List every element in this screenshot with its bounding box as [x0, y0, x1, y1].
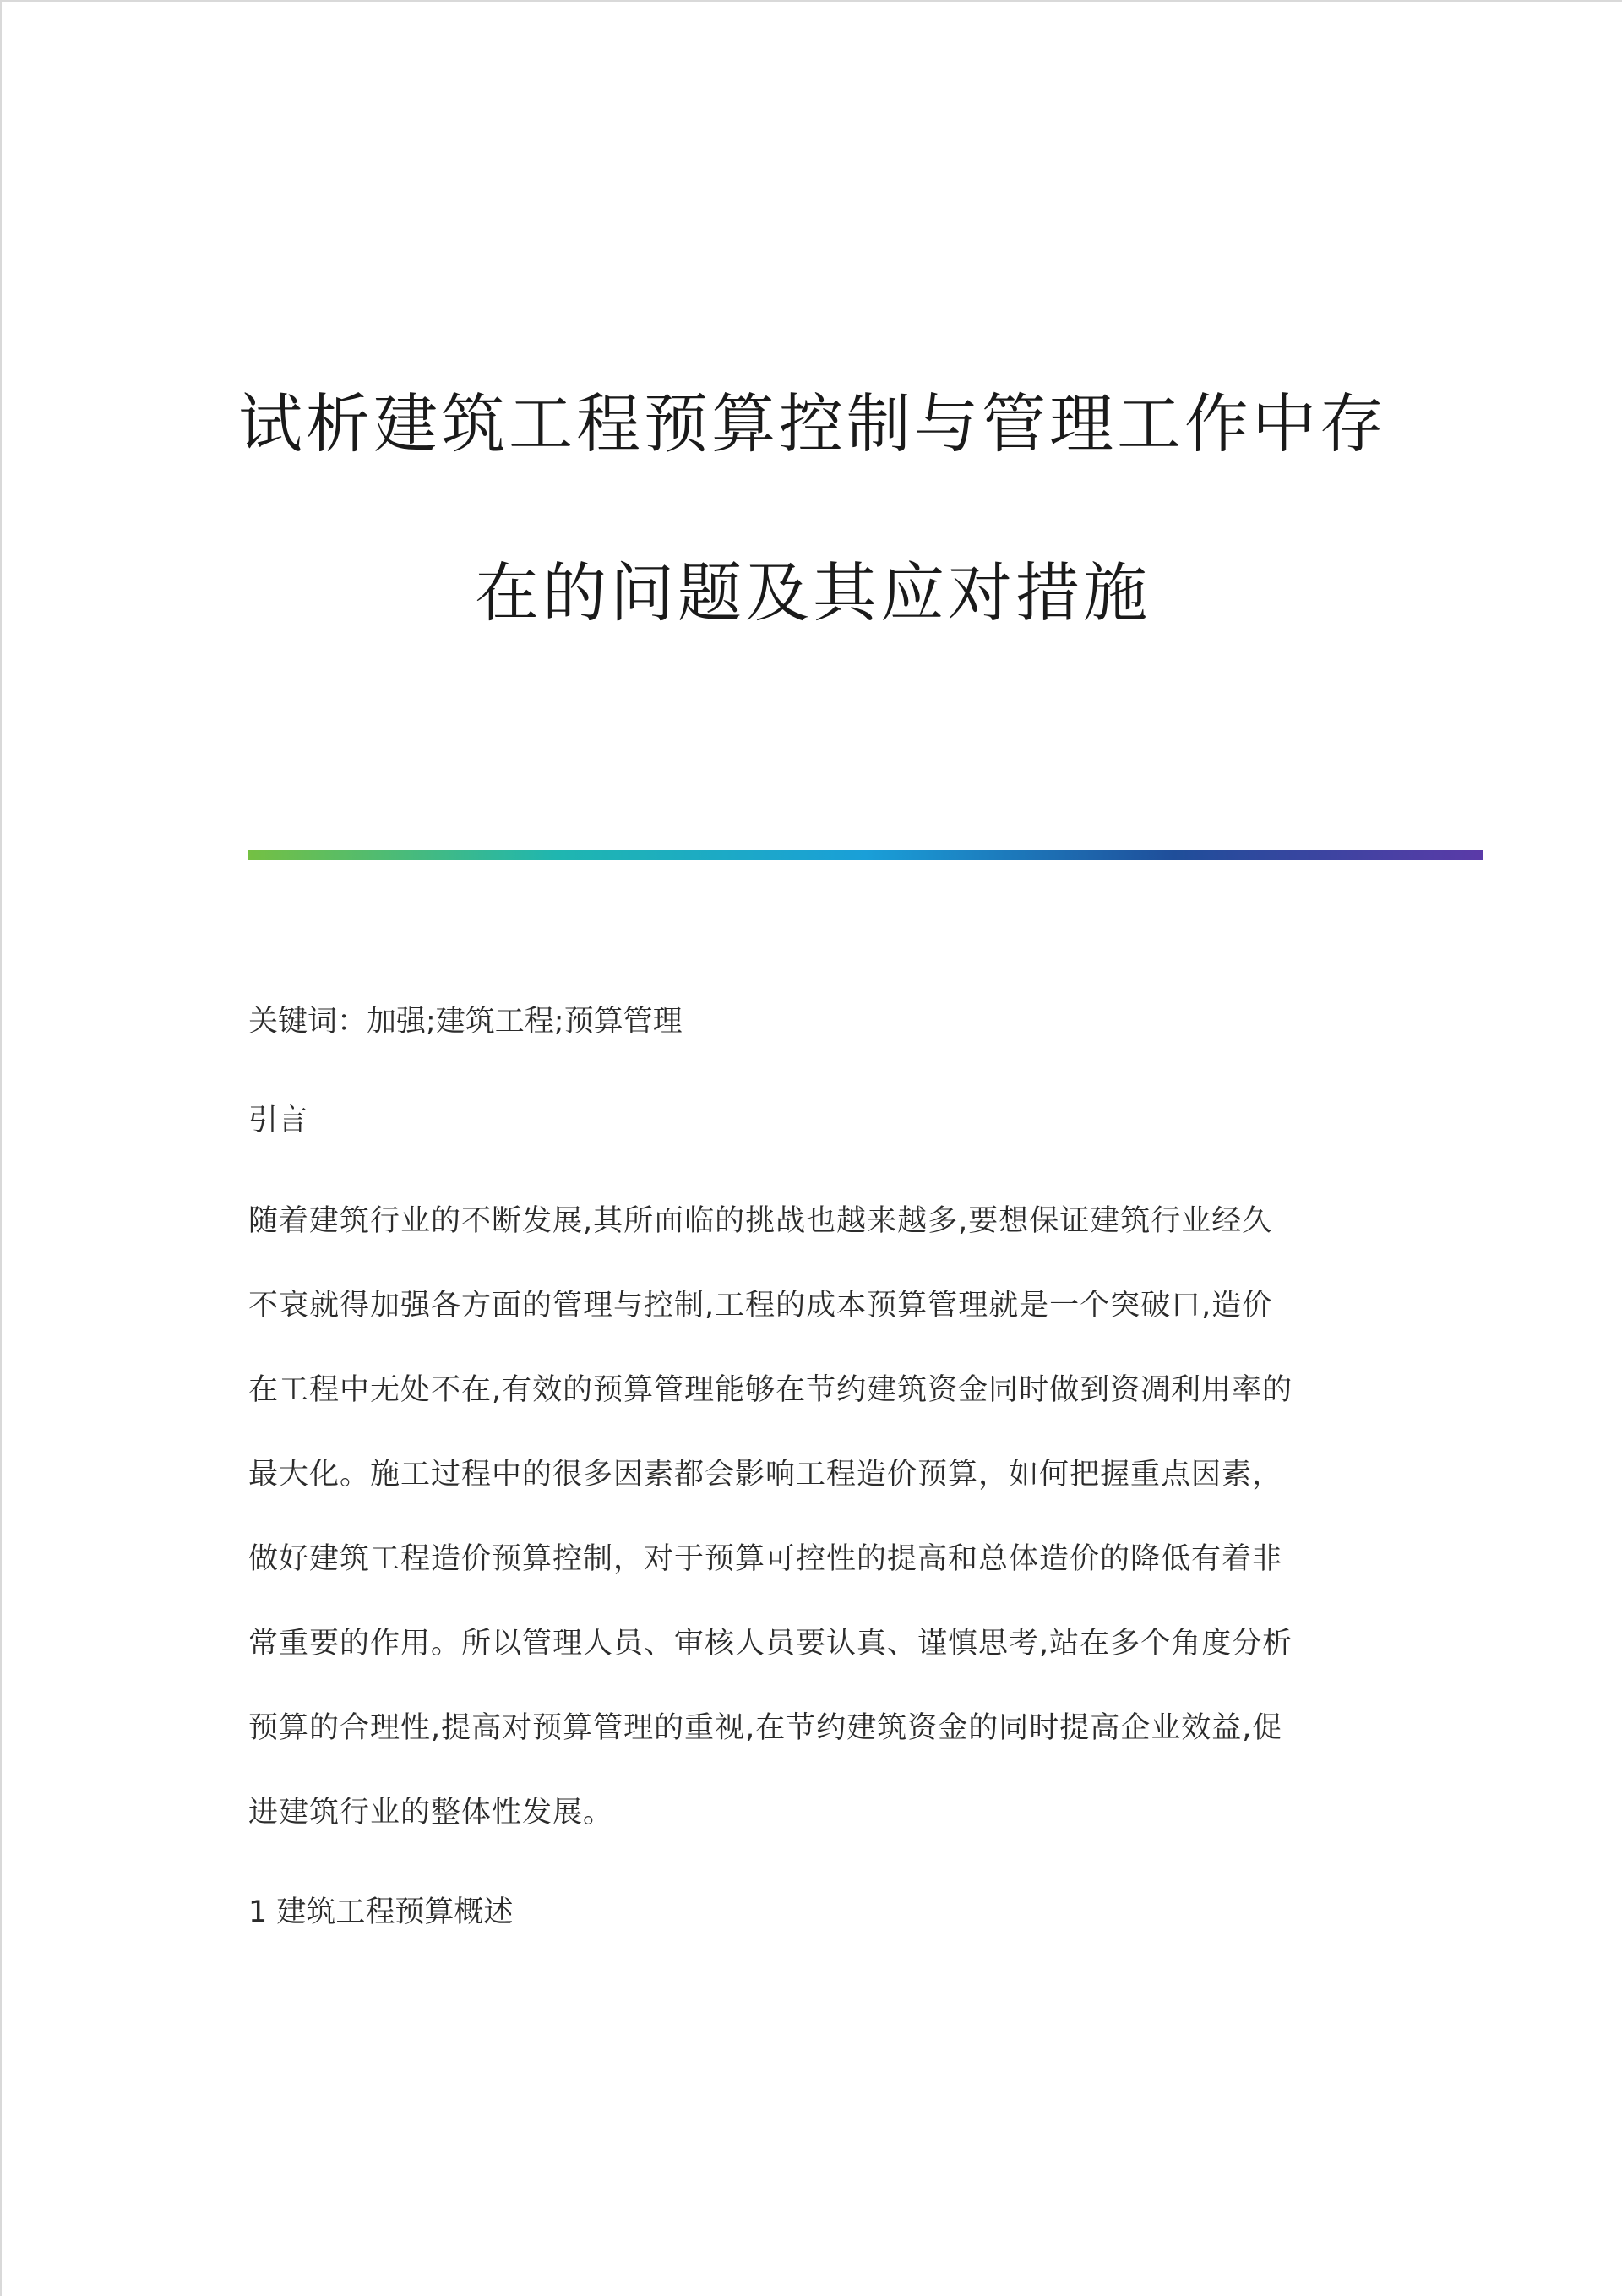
paragraph-line: 进建筑行业的整体性发展。	[248, 1796, 614, 1830]
gradient-divider	[248, 850, 1483, 860]
document-title-line-2: 在的问题及其应对措施	[475, 555, 1151, 630]
paragraph-line: 随着建筑行业的不断发展,其所面临的挑战也越来越多,要想保证建筑行业经久	[248, 1204, 1273, 1238]
paragraph-line: 不衰就得加强各方面的管理与控制,工程的成本预算管理就是一个突破口,造价	[248, 1289, 1273, 1323]
keywords-line: 关键词：加强;建筑工程;预算管理	[248, 1005, 683, 1039]
intro-heading: 引言	[248, 1104, 308, 1137]
document-title-line-1: 试析建筑工程预算控制与管理工作中存	[238, 386, 1387, 461]
paragraph-line: 做好建筑工程造价预算控制，对于预算可控性的提高和总体造价的降低有着非	[248, 1542, 1283, 1576]
paragraph-line: 预算的合理性,提高对预算管理的重视,在节约建筑资金的同时提高企业效益,促	[248, 1711, 1283, 1745]
section-heading: 1 建筑工程预算概述	[248, 1895, 514, 1929]
paragraph-line: 常重要的作用。所以管理人员、审核人员要认真、谨慎思考,站在多个角度分析	[248, 1627, 1293, 1661]
paragraph-line: 在工程中无处不在,有效的预算管理能够在节约建筑资金同时做到资凋利用率的	[248, 1373, 1293, 1407]
paragraph-line: 最大化。施工过程中的很多因素都会影响工程造价预算，如何把握重点因素，	[248, 1458, 1283, 1492]
